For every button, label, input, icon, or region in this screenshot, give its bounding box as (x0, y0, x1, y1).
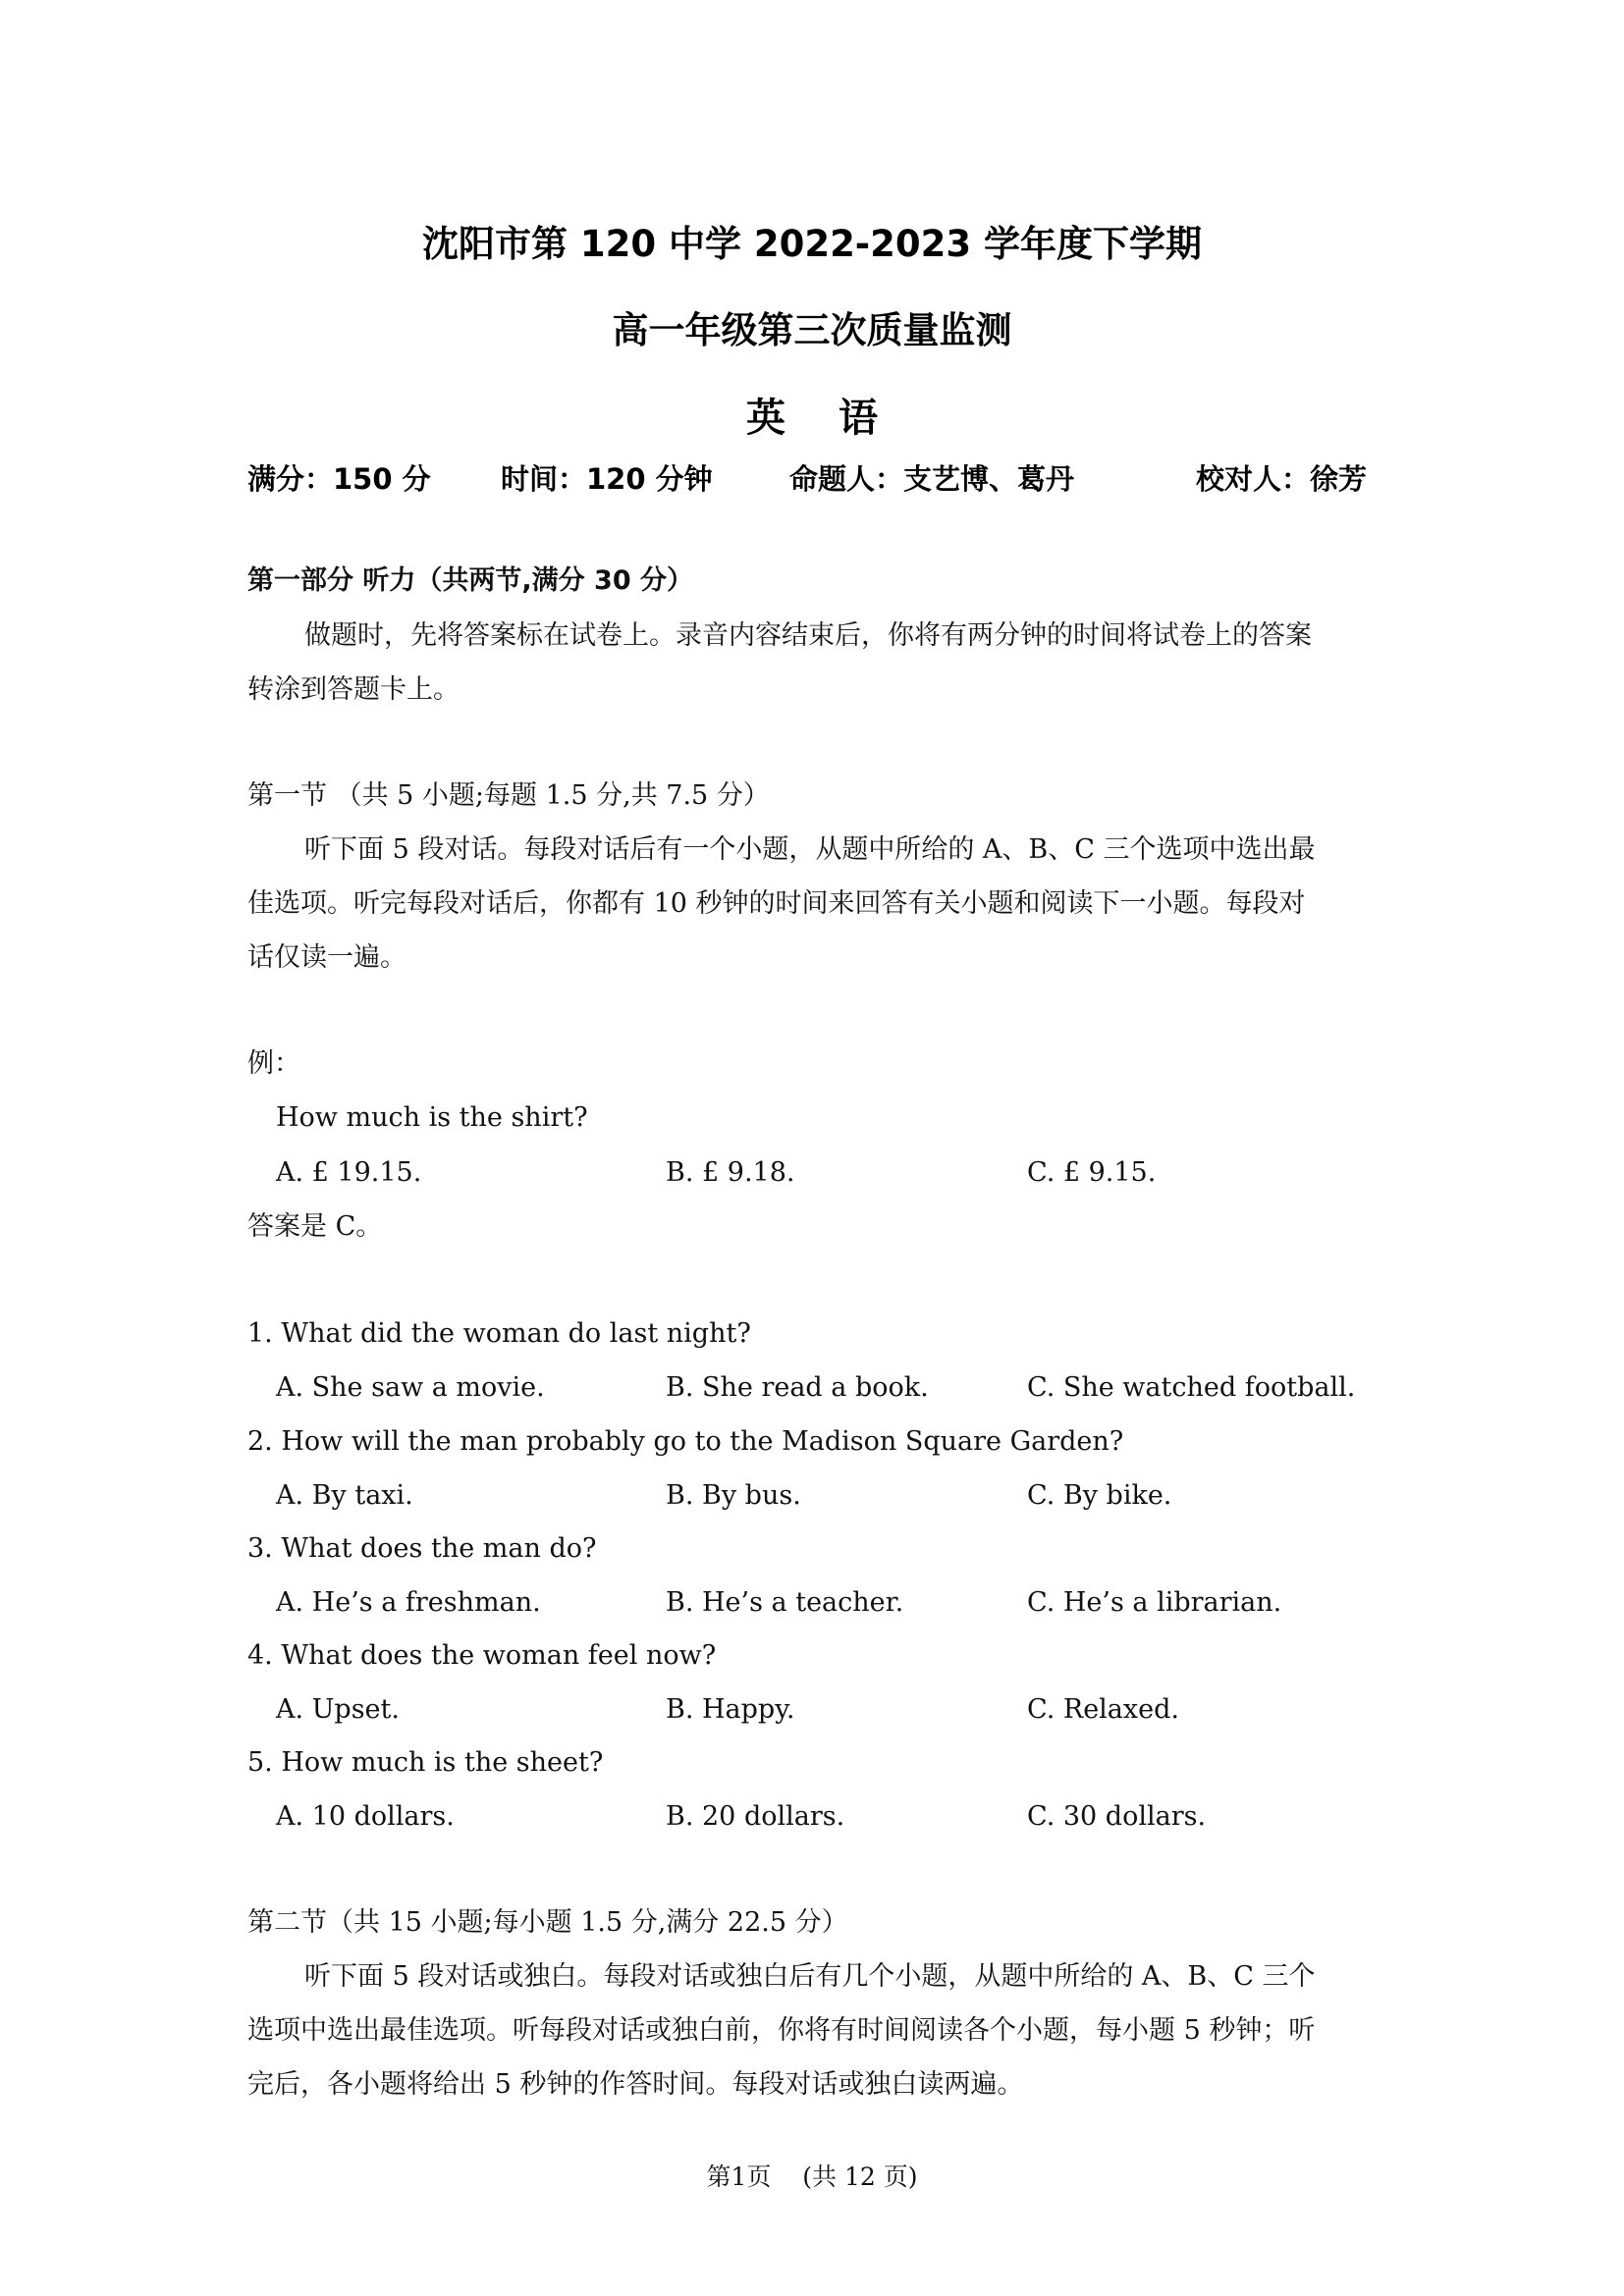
example-option-a: A. £ 19.15. (276, 1157, 422, 1188)
question-4-option-c: C. Relaxed. (1027, 1694, 1179, 1725)
question-5: 5. How much is the sheet? (247, 1747, 604, 1778)
page-footer: 第1页 (共 12 页) (706, 2163, 918, 2191)
section1-instructions-cont: 佳选项。听完每段对话后，你都有 10 秒钟的时间来回答有关小题和阅读下一小题。每段对 (247, 888, 1306, 919)
example-answer: 答案是 C。 (247, 1211, 383, 1242)
question-1: 1. What did the woman do last night? (247, 1318, 751, 1349)
full-score: 满分：150 分 (247, 462, 431, 496)
question-5-option-b: B. 20 dollars. (666, 1801, 845, 1832)
question-4-option-b: B. Happy. (666, 1694, 795, 1725)
question-1-option-b: B. She read a book. (666, 1372, 929, 1403)
question-2-option-b: B. By bus. (666, 1480, 801, 1511)
section2-heading: 第二节（共 15 小题;每小题 1.5 分,满分 22.5 分） (247, 1907, 848, 1938)
question-4: 4. What does the woman feel now? (247, 1640, 717, 1671)
example-option-b: B. £ 9.18. (666, 1157, 795, 1188)
question-1-option-a: A. She saw a movie. (276, 1372, 545, 1403)
part1-instructions: 做题时，先将答案标在试卷上。录音内容结束后，你将有两分钟的时间将试卷上的答案 (304, 620, 1312, 651)
question-3-option-a: A. He’s a freshman. (276, 1587, 541, 1618)
exam-title-school: 沈阳市第 120 中学 2022-2023 学年度下学期 (421, 223, 1203, 265)
section2-instructions: 听下面 5 段对话或独白。每段对话或独白后有几个小题，从题中所给的 A、B、C 三个 (304, 1961, 1316, 1992)
exam-title-grade: 高一年级第三次质量监测 (612, 309, 1012, 351)
part1-heading: 第一部分 听力（共两节,满分 30 分） (247, 565, 694, 596)
section1-instructions: 听下面 5 段对话。每段对话后有一个小题，从题中所给的 A、B、C 三个选项中选出最 (304, 834, 1316, 865)
question-3-option-c: C. He’s a librarian. (1027, 1587, 1282, 1618)
section1-instructions-end: 话仅读一遍。 (247, 942, 406, 973)
exam-subject: 英语 (746, 396, 931, 441)
exam-proofreader: 校对人：徐芳 (1196, 462, 1368, 496)
example-question: How much is the shirt? (276, 1102, 588, 1133)
section1-heading: 第一节 （共 5 小题;每题 1.5 分,共 7.5 分） (247, 780, 770, 811)
question-1-option-c: C. She watched football. (1027, 1372, 1356, 1403)
question-2-option-a: A. By taxi. (276, 1480, 413, 1511)
example-label: 例： (247, 1048, 300, 1079)
question-5-option-a: A. 10 dollars. (276, 1801, 455, 1832)
question-3-option-b: B. He’s a teacher. (666, 1587, 904, 1618)
question-4-option-a: A. Upset. (276, 1694, 400, 1725)
example-option-c: C. £ 9.15. (1027, 1157, 1157, 1188)
question-2: 2. How will the man probably go to the Madison Square Garden? (247, 1426, 1124, 1457)
section2-instructions-cont: 选项中选出最佳选项。听每段对话或独白前，你将有时间阅读各个小题，每小题 5 秒钟；听 (247, 2015, 1316, 2046)
section2-instructions-end: 完后，各小题将给出 5 秒钟的作答时间。每段对话或独白读两遍。 (247, 2069, 1024, 2100)
question-5-option-c: C. 30 dollars. (1027, 1801, 1207, 1832)
question-2-option-c: C. By bike. (1027, 1480, 1172, 1511)
exam-time: 时间：120 分钟 (501, 462, 713, 496)
part1-instructions-cont: 转涂到答题卡上。 (247, 674, 460, 705)
exam-authors: 命题人：支艺博、葛丹 (789, 462, 1075, 496)
question-3: 3. What does the man do? (247, 1533, 597, 1564)
